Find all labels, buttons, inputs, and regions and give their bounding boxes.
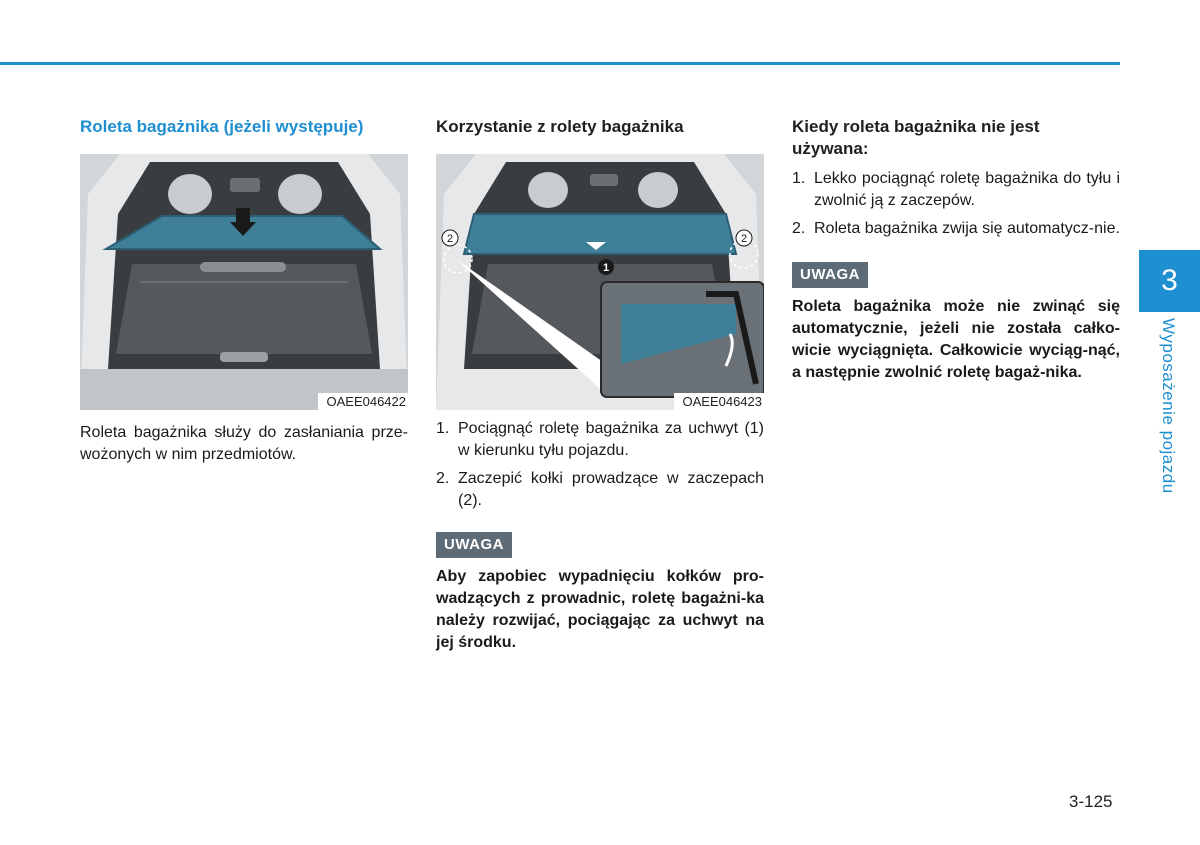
- step-number: 2.: [792, 220, 806, 237]
- body-text: Roleta bagażnika służy do zasłaniania prze-wożonych w nim przedmiotów.: [80, 424, 408, 463]
- column-3: [792, 116, 1120, 384]
- step-number: 2.: [436, 470, 450, 487]
- steps-list: [436, 418, 764, 512]
- list-item: [436, 418, 764, 462]
- warning-badge: UWAGA: [436, 532, 512, 558]
- chapter-title: Wyposażenie pojazdu: [1159, 318, 1178, 494]
- step-text: Pociągnąć roletę bagażnika za uchwyt (1) w kierunku tyłu pojazdu.: [458, 420, 764, 459]
- cargo-cover-panel: [464, 214, 736, 254]
- callout-2-right-label: 2: [740, 233, 748, 245]
- chapter-number-tab: 3: [1139, 250, 1200, 312]
- column-2: [436, 116, 764, 654]
- list-item: [436, 468, 764, 512]
- warning-block: [436, 532, 764, 654]
- steps-list: [792, 168, 1120, 240]
- warning-badge: UWAGA: [792, 262, 868, 288]
- warning-text: Roleta bagażnika może nie zwinąć się automatycznie, jeżeli nie została całko-wicie wyciągnięta. Całkowicie wyciąg-nąć, a następnie zwolnić roletę bagaż-nika.: [792, 298, 1120, 381]
- column-1: [80, 116, 408, 466]
- cargo-cover-figure: [80, 154, 408, 410]
- warning-text: Aby zapobiec wypadnięciu kołków pro-wadzących z prowadnic, roletę bagażni-ka należy rozwijać, pociągając za uchwyt na jej środku.: [436, 568, 764, 651]
- figure-code: OAEE046423: [674, 393, 764, 410]
- step-text: Zaczepić kołki prowadzące w zaczepach (2).: [458, 470, 764, 509]
- page-number: 3-125: [1069, 792, 1113, 811]
- step-number: 1.: [792, 170, 806, 187]
- trunk-detail-illustration: [436, 154, 764, 410]
- section-heading: Kiedy roleta bagażnika nie jest używana:: [792, 117, 1040, 158]
- figure-code: OAEE046422: [318, 393, 408, 410]
- step-text: Lekko pociągnąć roletę bagażnika do tyłu i zwolnić ją z zaczepów.: [814, 170, 1120, 209]
- section-heading: Roleta bagażnika (jeżeli występuje): [80, 117, 364, 136]
- list-item: [792, 218, 1120, 240]
- callout-2-left-label: 2: [446, 233, 454, 245]
- top-rule: [0, 62, 1120, 65]
- list-item: [792, 168, 1120, 212]
- step-text: Roleta bagażnika zwija się automatycz-nie.: [814, 220, 1120, 237]
- section-heading: Korzystanie z rolety bagażnika: [436, 117, 684, 136]
- warning-block: [792, 262, 1120, 384]
- trunk-illustration: [80, 154, 408, 410]
- cargo-cover-usage-figure: [436, 154, 764, 410]
- callout-1-label: 1: [602, 262, 610, 274]
- step-number: 1.: [436, 420, 450, 437]
